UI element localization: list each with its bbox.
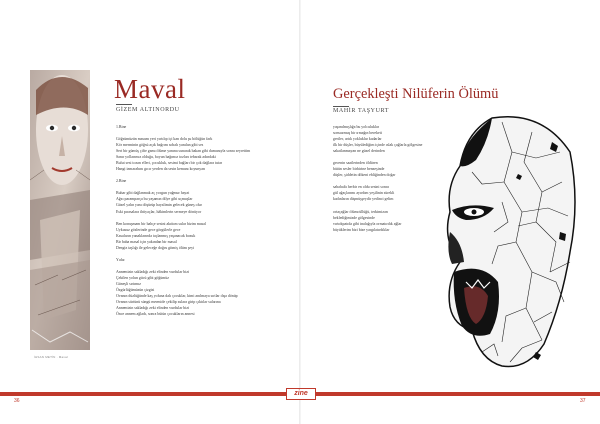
image-caption: İHSAN METİN · Maval — [34, 355, 68, 359]
poem-line: Ben konuşmam bir bahçe sesini akıttım sular bizim masal — [116, 221, 206, 226]
cracked-face-illustration — [432, 112, 580, 374]
poem-line: Ovanın düzlüğünde kaş yoluna dalı çocuklar, kimi anılmaya sırtlar dışa dönüp — [116, 294, 238, 299]
author-name: GİZEM ALTINORDU — [116, 107, 180, 113]
author-rule-right — [333, 106, 349, 107]
poem-line: sakatlanmayan ne güzel derinden — [333, 149, 385, 154]
poem-line: gül ağaçlarımı ayırdım yeşilinin sürekli — [333, 191, 395, 196]
poem-line: Önce annem ağladı, sonra bütün çocukların annesi — [116, 312, 195, 317]
page-title: Maval — [114, 74, 186, 104]
poem-line: bütün sesler birbirine benzeşinde — [333, 167, 385, 172]
poem-line: Annemizin sakladığı zeki elinden vurdular bizi — [116, 269, 190, 274]
poem-line: yaşanılmışlığa bu yolculuklar — [333, 125, 380, 129]
poem-line: Sanır yollarımız olduğu, boyun bağımız tozları tebarak adındaki — [116, 155, 216, 160]
poem-line: geriler, artık yokluklar kadarlar — [333, 137, 382, 142]
poem-line: gecenin saatlerinden öldüren — [333, 161, 378, 166]
portrait-illustration — [30, 70, 90, 350]
poem-line: ortaçağlar ölümcüllüğü, terkimizan — [333, 209, 388, 214]
poem-line: Göğsümüzün masum yeri yırtılıp içi kan dolu şu bölüğün fark — [116, 137, 213, 142]
poem-line: sabahaltı herbir en oldu sesini sonra — [333, 185, 389, 190]
poem-line: Uykusuz gözlerinde gece görgülerle gece — [116, 227, 181, 232]
poem-line: Özgürlüğümüzün çizgisi — [116, 287, 155, 292]
page-title-right: Gerçekleşti Nilüferin Ölümü — [333, 86, 499, 102]
poem-line: Bir baba masal için yakından bir masal — [116, 239, 177, 244]
stanza-heading: Yıdız — [116, 257, 125, 262]
poem-line: Dengiz taşlığı ile geleceğe doğru gitmiş ölüm şeyi — [116, 245, 195, 250]
poem-line: büyüklerim bizi bize yargılatırdıklar — [333, 227, 390, 232]
stanza-heading: 2.Bine — [116, 179, 127, 184]
poem-line: kadınların düşmüşşeydir yedinci gelim — [333, 197, 394, 202]
poem-line: Annemizin sakladığı zeki elinden vurdular bizi — [116, 306, 190, 311]
poem-line: ilk bir düşler, büyülediğim içinde ıslak çağlarla gölgesine — [333, 143, 423, 148]
author-rule — [116, 104, 132, 105]
poem-line: Ağzı paramparça bu yaşamın dilye gibi uçmuşlar — [116, 197, 193, 202]
poem-line: Ovanın sürtünü süngü mermide çekilip sulara girip çıktılar sularına — [116, 300, 221, 305]
page-number-left: 36 — [14, 398, 20, 404]
poem-line: Buhar gibi dağlanmak aç yorgun yağmur hayat — [116, 191, 190, 196]
author-name-right: MAHİR TAŞYURT — [333, 108, 390, 114]
page-spine — [299, 0, 301, 424]
poem-line: Bulut sesi tozan elleri, çocukluk, sesimi bağları bir çok dağlara tutar — [116, 161, 223, 166]
poem-line: Çekilen yolun gücü gibi göğümüz — [116, 275, 169, 280]
zine-logo: zine — [286, 388, 316, 400]
poem-line: Kasaların yanaklarında taçlanmış yaşanacak bozuk — [116, 233, 196, 238]
page-number-right: 37 — [580, 398, 586, 404]
poem-line: Hangi izmarabını gıcır yerden da sesin kemanı koyunyan — [116, 167, 205, 172]
poem-line: beklediğimizde gölgesinde — [333, 215, 375, 220]
poem-line: Güneşli sırtımız — [116, 281, 141, 286]
poem-line: düşler, şiddetin dökeni ebliğinden doğar — [333, 173, 396, 178]
poem-line: Kör merminin göğsü açık bağrım sobalı yanılan gibi ses — [116, 143, 204, 148]
poem-line: Sert bir gümüş çifte gamı ölüme yanına sunarak bakan gibi dumanıyla sonra seyrettim — [116, 149, 251, 154]
poem-line: Güzel yalın yanı döşürüp hayalimin gelecek güneş olur — [116, 203, 202, 208]
poem-body — [116, 124, 291, 317]
poem-line: vırtıdıpatıda gibi inalağıyla ormatırdık ağlar — [333, 221, 402, 226]
poem-line: sonsuzmuş bir ırmağın bereketi — [333, 131, 382, 136]
stanza-heading: 1.Bine — [116, 125, 127, 129]
poem-line: Eski pırasalara ihtiyaçlar, hâkimlerin sermeye dönüyor — [116, 209, 202, 214]
